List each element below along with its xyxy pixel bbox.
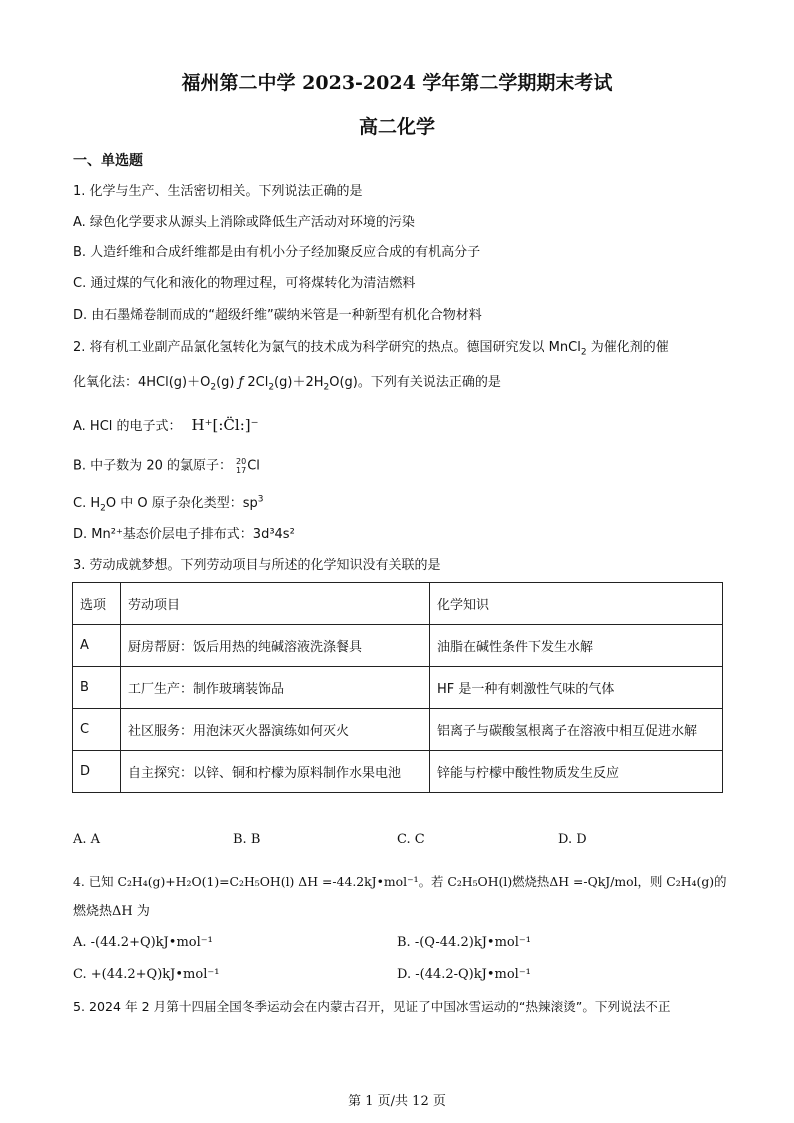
table-row bbox=[73, 625, 723, 667]
table-row bbox=[73, 709, 723, 751]
q2-stem-part: 2. 将有机工业副产品氯化氢转化为氯气的技术成为科学研究的热点。德国研究发以 MnCl bbox=[73, 340, 581, 355]
equilibrium-symbol: ƒ bbox=[238, 375, 244, 390]
table-row bbox=[73, 667, 723, 709]
table-cell: 自主探究：以锌、铜和柠檬为原料制作水果电池 bbox=[121, 751, 430, 793]
q4-option-d: D. -(44.2-Q)kJ•mol⁻¹ bbox=[397, 967, 531, 982]
q2-equation-part: 化氧化法：4HCl(g)＋O bbox=[73, 375, 211, 390]
table-cell: 工厂生产：制作玻璃装饰品 bbox=[121, 667, 430, 709]
q3-table bbox=[72, 582, 723, 793]
q3-option-d: D. D bbox=[558, 832, 587, 847]
q2-option-d: D. Mn²⁺基态价层电子排布式：3d³4s² bbox=[73, 527, 295, 542]
q2-option-a bbox=[73, 416, 259, 436]
table-cell: 油脂在碱性条件下发生水解 bbox=[430, 625, 723, 667]
exam-subject: 高二化学 bbox=[358, 116, 435, 138]
q2-option-c: C. $H_2O$ 中 O 原子杂化类型：$sp^3$ bbox=[73, 494, 264, 514]
table-cell: D bbox=[73, 751, 121, 793]
q1-stem: 1. 化学与生产、生活密切相关。下列说法正确的是 bbox=[73, 184, 363, 199]
table-header-row bbox=[73, 583, 723, 625]
q2-option-b-label: B. 中子数为 20 的氯原子： bbox=[73, 458, 232, 474]
table-cell: B bbox=[73, 667, 121, 709]
q2-stem-part: 为催化剂的催 bbox=[586, 340, 669, 355]
q4-stem-line1: 4. 已知 C₂H₄(g)+H₂O(1)=C₂H₅OH(l) ΔH =-44.2kJ•mol⁻¹。若 C₂H₅OH(l)燃烧热ΔH =-QkJ/mol，则 C₂H₄(g)的 bbox=[73, 874, 727, 889]
q3-option-b: B. B bbox=[233, 832, 261, 847]
q2-option-b bbox=[73, 457, 260, 476]
q1-option-a: A. 绿色化学要求从源头上消除或降低生产活动对环境的污染 bbox=[73, 215, 415, 230]
q2-equation-part: 2Cl bbox=[243, 375, 269, 390]
q3-stem: 3. 劳动成就梦想。下列劳动项目与所述的化学知识没有关联的是 bbox=[73, 558, 441, 573]
q3-option-c: C. C bbox=[397, 832, 425, 847]
table-cell: HF 是一种有刺激性气味的气体 bbox=[430, 667, 723, 709]
q4-option-b: B. -(Q-44.2)kJ•mol⁻¹ bbox=[397, 935, 531, 950]
q1-option-c: C. 通过煤的气化和液化的物理过程，可将煤转化为清洁燃料 bbox=[73, 276, 416, 291]
table-cell: 社区服务：用泡沫灭火器演练如何灭火 bbox=[121, 709, 430, 751]
table-header-cell: 劳动项目 bbox=[121, 583, 430, 625]
q1-option-b: B. 人造纤维和合成纤维都是由有机小分子经加聚反应合成的有机高分子 bbox=[73, 245, 481, 260]
q2-equation-part: O(g)。下列有关说法正确的是 bbox=[329, 375, 501, 390]
q2-equation-part: (g)＋2H bbox=[274, 375, 324, 390]
page-footer: 第 1 页/共 12 页 bbox=[348, 1094, 446, 1109]
table-cell: A bbox=[73, 625, 121, 667]
q4-stem-line2: 燃烧热ΔH 为 bbox=[73, 904, 150, 919]
q5-stem-line1: 5. 2024 年 2 月第十四届全国冬季运动会在内蒙古召开，见证了中国冰雪运动的“热辣滚烫”。下列说法不正 bbox=[73, 999, 671, 1014]
q4-option-a: A. -(44.2+Q)kJ•mol⁻¹ bbox=[73, 935, 213, 950]
q1-option-d: D. 由石墨烯卷制而成的“超级纤维”碳纳米管是一种新型有机化合物材料 bbox=[73, 308, 482, 323]
hcl-electron-formula: H⁺[:C̈l:]⁻ bbox=[191, 416, 259, 434]
nuclide-numbers bbox=[236, 457, 246, 475]
q2-stem-line2: 化氧化法：$4HCl(g)+O_2(g)$ ƒ $2Cl_2(g)+2H_2O(g)$。下列有关说法正确的是 bbox=[73, 375, 501, 393]
table-cell: 铝离子与碳酸氢根离子在溶液中相互促进水解 bbox=[430, 709, 723, 751]
exam-title: 福州第二中学 2023-2024 学年第二学期期末考试 bbox=[181, 72, 613, 94]
mass-number: 20 bbox=[236, 457, 247, 466]
q2-stem-line1: 2. 将有机工业副产品氯化氢转化为氯气的技术成为科学研究的热点。德国研究发以 MnCl$_2$ 为催化剂的催 bbox=[73, 340, 669, 358]
q2-option-c-text: O 中 O 原子杂化类型：sp bbox=[105, 496, 258, 511]
section-heading: 一、单选题 bbox=[73, 153, 143, 169]
q2-equation-part: (g) bbox=[216, 375, 239, 390]
atomic-number: 17 bbox=[236, 466, 247, 475]
q4-option-c: C. +(44.2+Q)kJ•mol⁻¹ bbox=[73, 967, 220, 982]
q2-option-a-label: A. HCl 的电子式： bbox=[73, 419, 182, 434]
table-header-cell: 选项 bbox=[73, 583, 121, 625]
table-cell: 锌能与柠檬中酸性物质发生反应 bbox=[430, 751, 723, 793]
q2-option-c-label: C. H bbox=[73, 496, 101, 511]
table-cell: 厨房帮厨：饭后用热的纯碱溶液洗涤餐具 bbox=[121, 625, 430, 667]
element-symbol: Cl bbox=[247, 458, 260, 474]
table-row bbox=[73, 751, 723, 793]
table-cell: C bbox=[73, 709, 121, 751]
q3-option-a: A. A bbox=[73, 832, 101, 847]
table-header-cell: 化学知识 bbox=[430, 583, 723, 625]
hybrid-superscript: 3 bbox=[257, 494, 264, 505]
